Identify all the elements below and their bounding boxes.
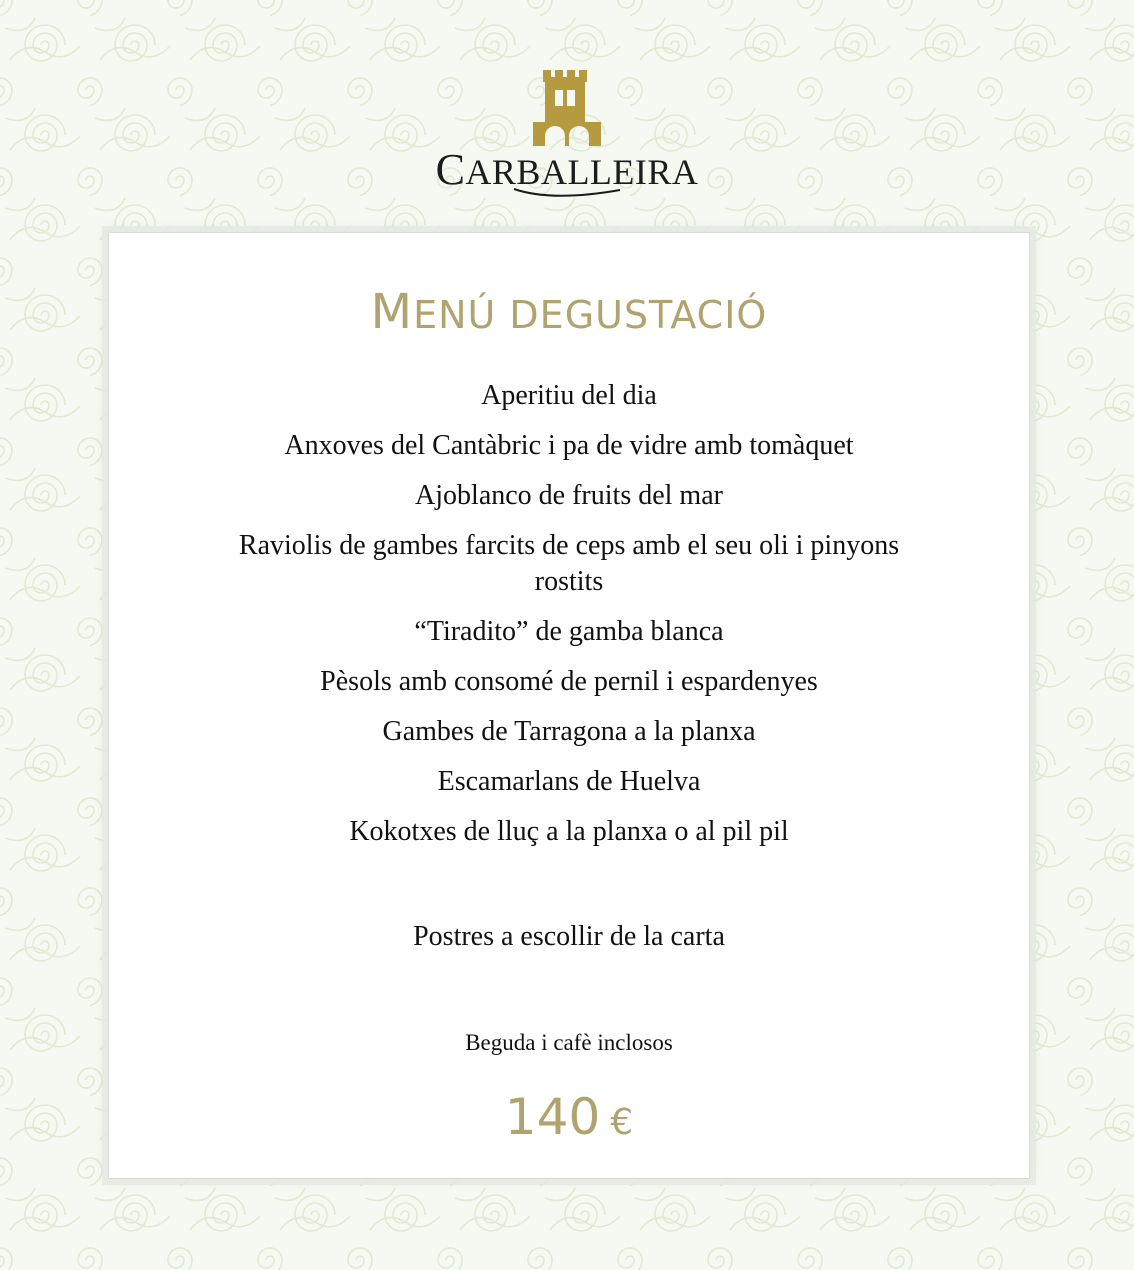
drinks-note: Beguda i cafè inclosos (465, 1030, 673, 1055)
brand-logo (0, 70, 1134, 200)
price-amount: 140 (504, 1088, 601, 1146)
brand-name (0, 145, 1134, 194)
price-currency: € (610, 1102, 634, 1143)
brand-name-initial: C (435, 145, 466, 194)
menu-title-rest: ENÚ DEGUSTACIÓ (413, 293, 768, 337)
menu-item: Escamarlans de Huelva (437, 766, 701, 797)
menu-item: Ajoblanco de fruits del mar (415, 480, 723, 511)
menu-title (109, 285, 1029, 342)
dessert-line: Postres a escollir de la carta (413, 921, 725, 952)
menu-card (108, 232, 1030, 1179)
menu-item: Raviolis de gambes farcits de ceps amb el seu oli i pinyons rostits (238, 530, 900, 597)
menu-title-initial: M (370, 284, 414, 340)
menu-price (109, 1087, 1029, 1153)
castle-tower-icon (533, 70, 601, 146)
menu-item: Anxoves del Cantàbric i pa de vidre amb tomàquet (284, 430, 854, 461)
menu-item: “Tiradito” de gamba blanca (414, 616, 724, 647)
brand-name-rest: ARBALLEIRA (465, 152, 699, 192)
menu-item: Aperitiu del dia (481, 380, 657, 411)
menu-items-list (209, 378, 929, 864)
menu-item: Pèsols amb consomé de pernil i espardenyes (320, 666, 818, 697)
menu-item: Gambes de Tarragona a la planxa (382, 716, 756, 747)
menu-item: Kokotxes de lluç a la planxa o al pil pil (349, 816, 789, 847)
